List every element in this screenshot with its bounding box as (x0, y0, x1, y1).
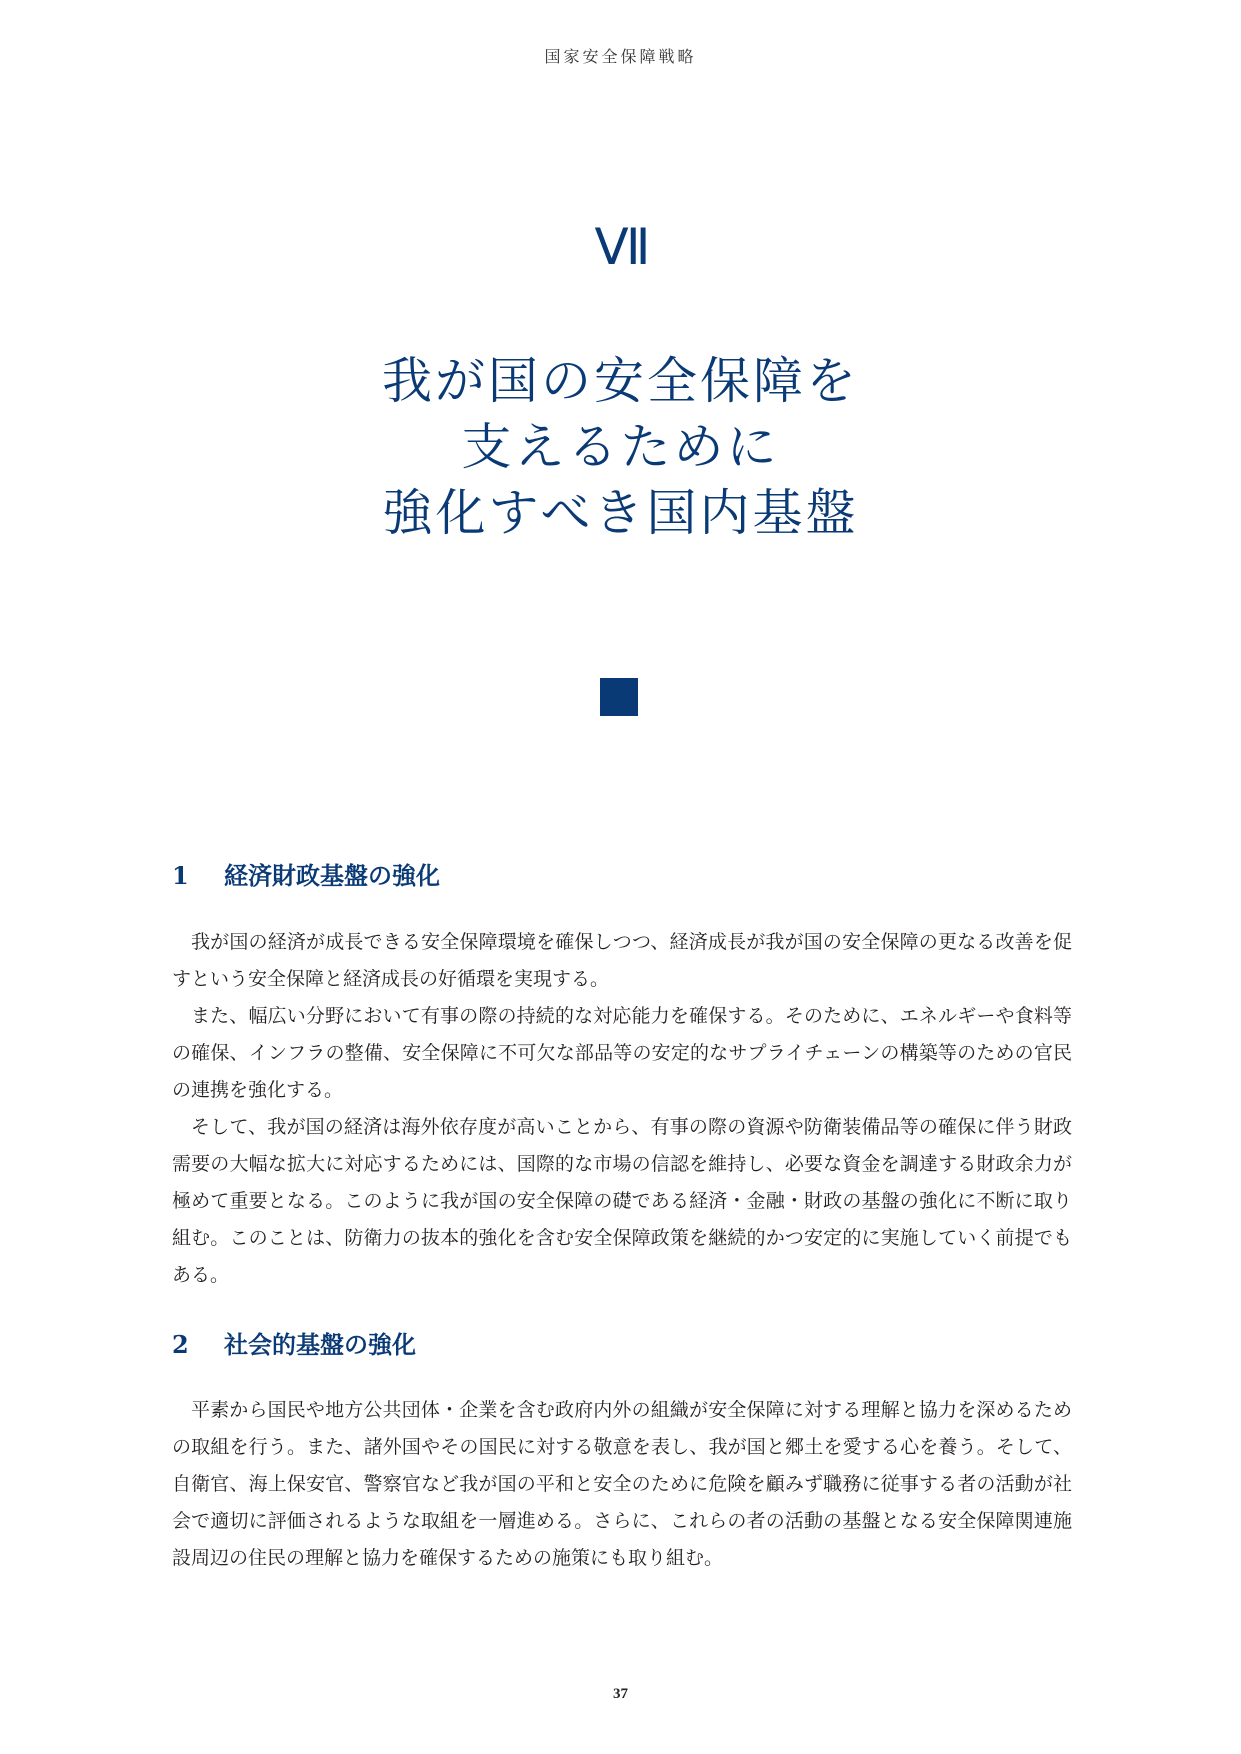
section-title: 社会的基盤の強化 (224, 1330, 416, 1359)
paragraph: 我が国の経済が成長できる安全保障環境を確保しつつ、経済成長が我が国の安全保障の更なる改善を促すという安全保障と経済成長の好循環を実現する。 (172, 931, 1072, 990)
section-title: 経済財政基盤の強化 (224, 861, 440, 890)
chapter-title-line: 強化すべき国内基盤 (382, 484, 859, 542)
chapter-square-ornament (600, 678, 638, 716)
page-number: 37 (613, 1686, 628, 1702)
paragraph: 平素から国民や地方公共団体・企業を含む政府内外の組織が安全保障に対する理解と協力を深めるための取組を行う。また、諸外国やその国民に対する敬意を表し、我が国と郷土を愛する心を養う。そして、自衛官、海上保安官、警察官など我が国の平和と安全のために危険を顧みず職務に従事する者の活動が社会で適切に評価されるような取組を一層進める。さらに、これらの者の活動の基盤となる安全保障関連施設周辺の住民の理解と協力を確保するための施策にも取り組む。 (172, 1399, 1072, 1569)
chapter-numeral: Ⅶ (594, 219, 647, 275)
section-body-1 (172, 924, 1072, 1294)
section-number: 2 (172, 1330, 189, 1359)
section-heading-2 (172, 1325, 1072, 1360)
paragraph: また、幅広い分野において有事の際の持続的な対応能力を確保する。そのために、エネルギーや食料等の確保、インフラの整備、安全保障に不可欠な部品等の安定的なサプライチェーンの構築等のための官民の連携を強化する。 (172, 1005, 1072, 1101)
chapter-title-line: 支えるために (461, 418, 780, 476)
section-heading-1 (172, 856, 1072, 891)
chapter-title-line: 我が国の安全保障を (382, 352, 859, 410)
paragraph: そして、我が国の経済は海外依存度が高いことから、有事の際の資源や防衛装備品等の確保に伴う財政需要の大幅な拡大に対応するためには、国際的な市場の信認を維持し、必要な資金を調達する財政余力が極めて重要となる。このように我が国の安全保障の礎である経済・金融・財政の基盤の強化に不断に取り組む。このことは、防衛力の抜本的強化を含む安全保障政策を継続的かつ安定的に実施していく前提でもある。 (172, 1116, 1072, 1286)
section-number: 1 (172, 861, 189, 890)
chapter-title (0, 348, 1241, 546)
section-body-2 (172, 1392, 1072, 1577)
running-header: 国家安全保障戦略 (544, 47, 697, 66)
